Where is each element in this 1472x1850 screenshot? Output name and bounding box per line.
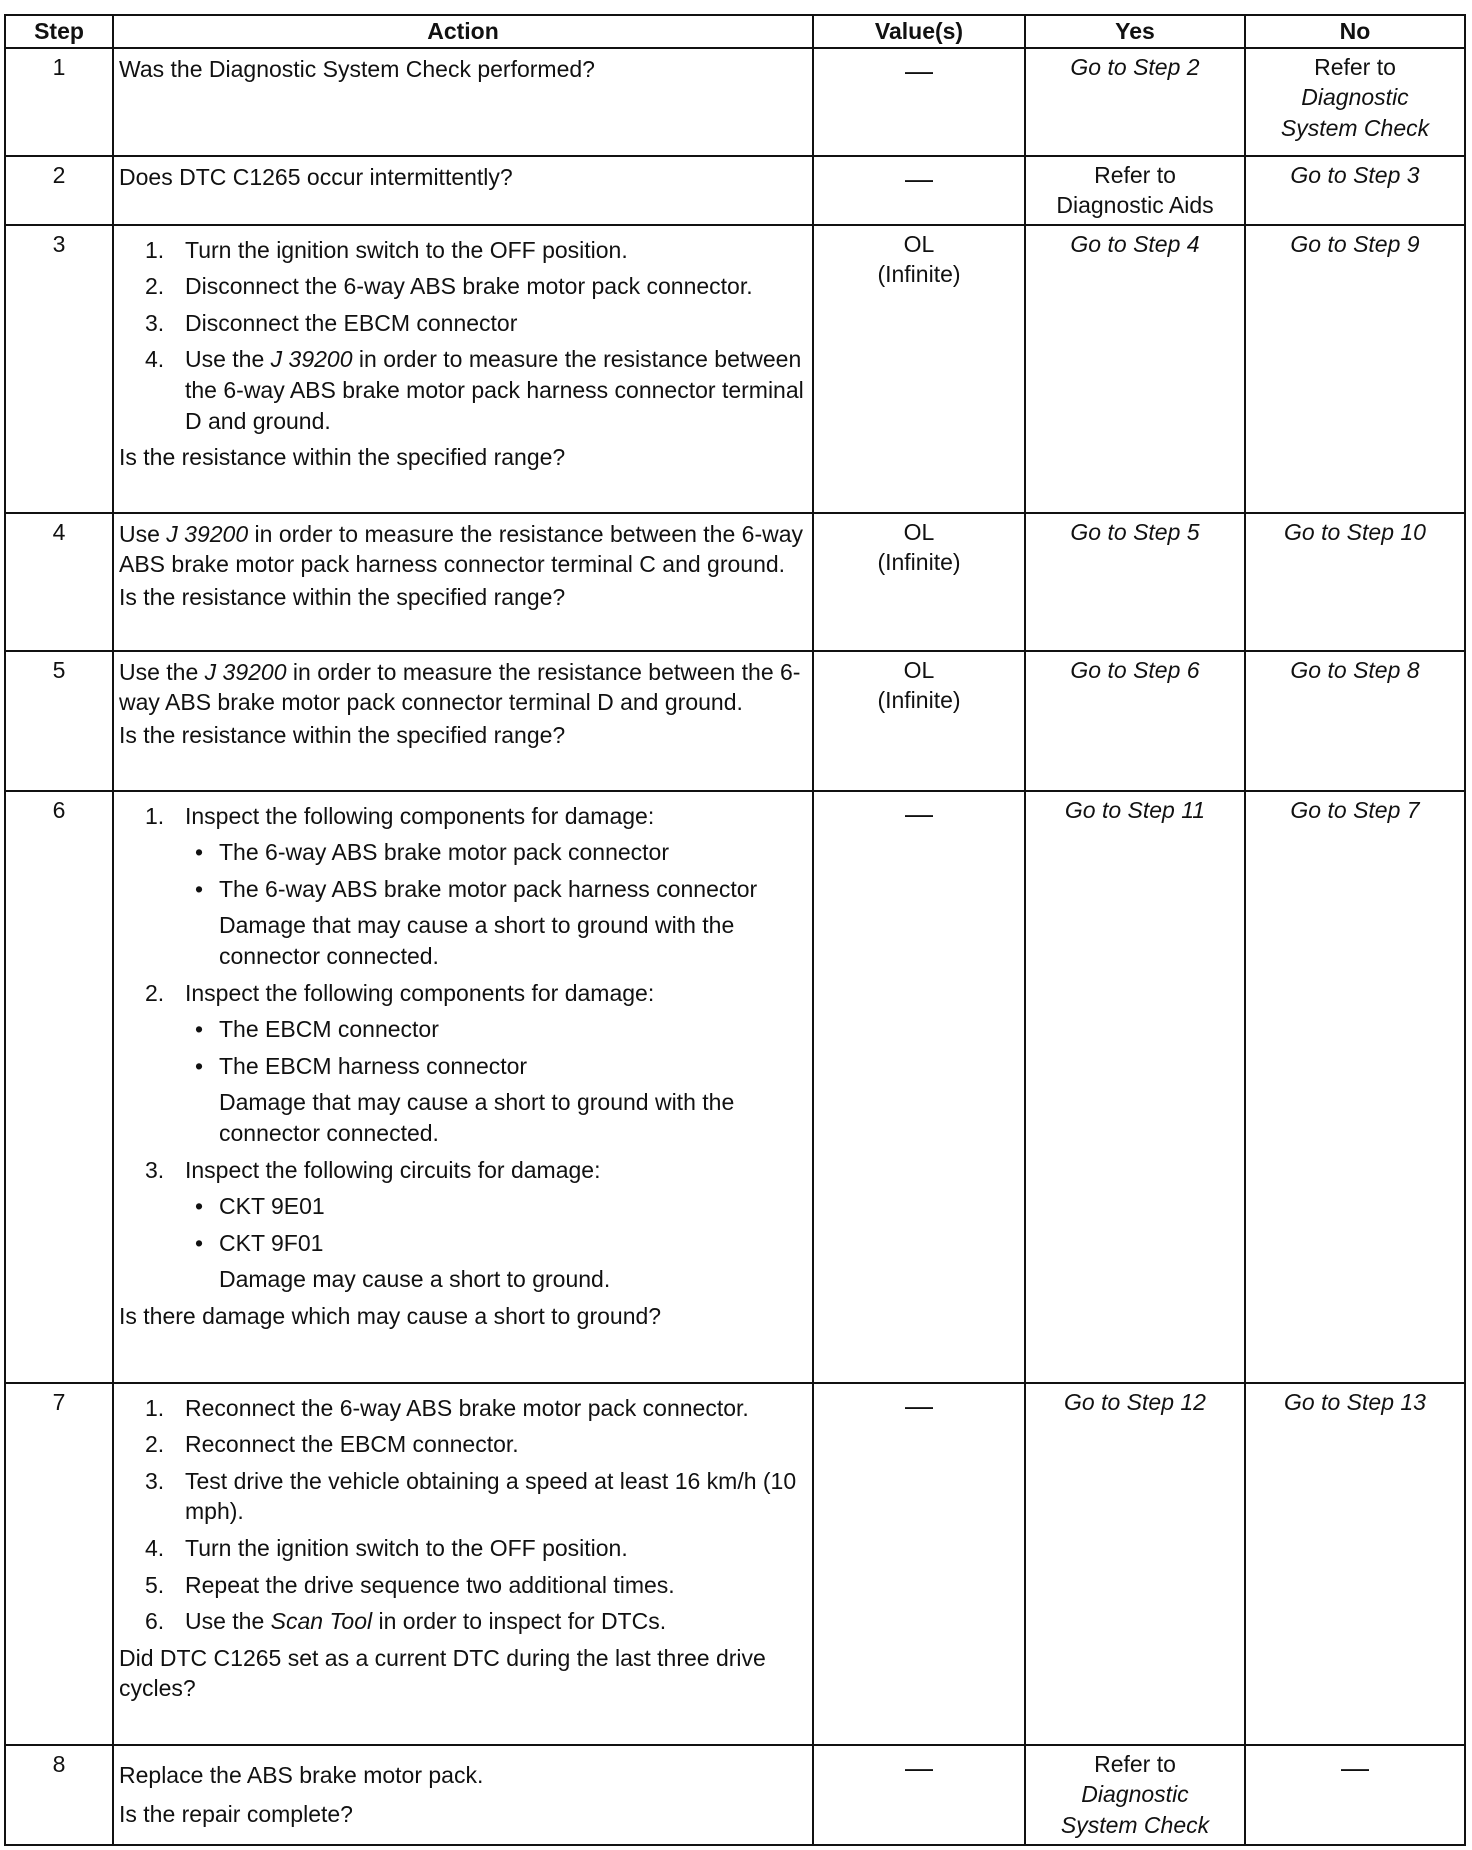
action-cell <box>113 1745 813 1845</box>
bullet-item: • The EBCM harness connector <box>185 1051 807 1082</box>
damage-note: Damage that may cause a short to ground with the connector connected. <box>219 1089 735 1146</box>
step-question: Is the resistance within the specified range? <box>119 721 566 748</box>
value-cell <box>813 156 1025 225</box>
value-dash: — <box>905 1751 933 1783</box>
instruction-item: 1. Reconnect the 6-way ABS brake motor pack connector. <box>145 1394 749 1421</box>
value-cell <box>813 791 1025 1383</box>
value-cell <box>813 48 1025 156</box>
no-link[interactable]: Go to Step 7 <box>1290 796 1420 823</box>
instruction-list <box>119 801 807 1295</box>
diagnostic-table <box>4 14 1466 1846</box>
header-row <box>5 15 1465 48</box>
value-dash: — <box>905 54 933 86</box>
step-number: 7 <box>5 1383 113 1745</box>
action-cell <box>113 225 813 513</box>
instruction-list <box>119 235 807 436</box>
no-cell <box>1245 1745 1465 1845</box>
bullet-list <box>185 1014 807 1081</box>
step-number: 4 <box>5 513 113 651</box>
bullet-item: • The 6-way ABS brake motor pack connector <box>185 837 807 868</box>
table-row <box>5 513 1465 651</box>
action-cell <box>113 1383 813 1745</box>
action-cell <box>113 156 813 225</box>
step-number: 6 <box>5 791 113 1383</box>
no-cell <box>1245 156 1465 225</box>
header-values: Value(s) <box>813 15 1025 48</box>
yes-cell <box>1025 225 1245 513</box>
tool-name: J 39200 <box>166 520 249 547</box>
instruction-item: 3. Disconnect the EBCM connector <box>145 309 518 336</box>
no-link[interactable]: Go to Step 10 <box>1284 518 1426 545</box>
damage-note: Damage that may cause a short to ground with the connector connected. <box>219 912 735 970</box>
table-row <box>5 791 1465 1383</box>
bullet-item: • The 6-way ABS brake motor pack harness connector <box>185 874 807 905</box>
bullet-item: • CKT 9F01 <box>185 1228 807 1259</box>
bullet-list <box>185 1191 807 1258</box>
yes-link[interactable]: Go to Step 5 <box>1070 518 1200 545</box>
yes-cell <box>1025 1745 1245 1845</box>
no-dash: — <box>1341 1751 1369 1783</box>
value-cell: OL (Infinite) <box>813 513 1025 651</box>
no-link[interactable]: Go to Step 8 <box>1290 656 1420 683</box>
no-cell <box>1245 48 1465 156</box>
instruction-item: 5. Repeat the drive sequence two additional times. <box>145 1571 675 1598</box>
bullet-list <box>185 837 807 904</box>
yes-cell <box>1025 1383 1245 1745</box>
step-number: 1 <box>5 48 113 156</box>
table-row <box>5 1745 1465 1845</box>
header-step: Step <box>5 15 113 48</box>
table-row <box>5 48 1465 156</box>
instruction-item: 2. Disconnect the 6-way ABS brake motor pack connector. <box>145 273 753 300</box>
step-instruction: Replace the ABS brake motor pack. <box>119 1762 484 1789</box>
tool-name: J 39200 <box>270 346 353 373</box>
yes-link[interactable]: Diagnostic Aids <box>1056 192 1214 219</box>
yes-cell <box>1025 48 1245 156</box>
step-number: 8 <box>5 1745 113 1845</box>
value-cell: OL (Infinite) <box>813 225 1025 513</box>
no-cell <box>1245 225 1465 513</box>
value-cell: OL (Infinite) <box>813 651 1025 791</box>
value-cell <box>813 1745 1025 1845</box>
step-instruction: Use J 39200 in order to measure the resistance between the 6-way ABS brake motor pack harness connector terminal C and ground. <box>119 520 804 578</box>
step-question: Is the repair complete? <box>119 1800 353 1827</box>
action-cell <box>113 48 813 156</box>
no-cell <box>1245 791 1465 1383</box>
action-cell <box>113 651 813 791</box>
step-question: Is the resistance within the specified range? <box>119 583 566 610</box>
instruction-item: 6. Use the Scan Tool in order to inspect for DTCs. <box>145 1608 667 1635</box>
header-no: No <box>1245 15 1465 48</box>
yes-cell <box>1025 513 1245 651</box>
step-question: Does DTC C1265 occur intermittently? <box>119 163 513 190</box>
yes-refer: Refer to <box>1094 161 1176 188</box>
table-row <box>5 156 1465 225</box>
instruction-item: 2. Reconnect the EBCM connector. <box>145 1431 519 1458</box>
yes-link[interactable]: Go to Step 4 <box>1070 230 1200 257</box>
step-question: Is there damage which may cause a short to ground? <box>119 1302 662 1329</box>
yes-link-line2[interactable]: System Check <box>1060 1811 1210 1838</box>
table-row <box>5 651 1465 791</box>
step-number: 5 <box>5 651 113 791</box>
no-link-line2[interactable]: System Check <box>1280 114 1430 141</box>
yes-refer: Refer to <box>1094 1750 1176 1777</box>
yes-link[interactable]: Go to Step 12 <box>1064 1388 1206 1415</box>
no-link-line1[interactable]: Diagnostic <box>1301 84 1409 111</box>
yes-link[interactable]: Go to Step 6 <box>1070 656 1200 683</box>
step-question: Is the resistance within the specified range? <box>119 444 566 471</box>
action-cell <box>113 513 813 651</box>
table-row <box>5 225 1465 513</box>
tool-name: Scan Tool <box>270 1608 373 1635</box>
value-dash: — <box>905 797 933 829</box>
step-number: 2 <box>5 156 113 225</box>
table-row <box>5 1383 1465 1745</box>
instruction-item: 4. Turn the ignition switch to the OFF position. <box>145 1535 628 1562</box>
step-question: Was the Diagnostic System Check performed? <box>119 55 595 82</box>
yes-link[interactable]: Go to Step 11 <box>1064 796 1206 823</box>
instruction-item: 1. Inspect the following components for damage: • The 6-way ABS brake motor pack connector • The 6-way ABS brake motor pack harness connector Damage that may cause a short to ground with the connector connected. <box>119 801 807 972</box>
value-dash: — <box>905 162 933 194</box>
header-action: Action <box>113 15 813 48</box>
no-cell <box>1245 651 1465 791</box>
yes-link[interactable]: Go to Step 2 <box>1070 53 1200 80</box>
yes-cell <box>1025 791 1245 1383</box>
instruction-item: 4. Use the J 39200 in order to measure the resistance between the 6-way ABS brake motor pack harness connector terminal D and ground. <box>145 346 804 434</box>
instruction-item: 3. Inspect the following circuits for damage: • CKT 9E01 • CKT 9F01 Damage may cause a short to ground. <box>119 1155 807 1295</box>
no-refer: Refer to <box>1314 53 1396 80</box>
no-cell <box>1245 1383 1465 1745</box>
instruction-list <box>119 1393 807 1637</box>
value-cell <box>813 1383 1025 1745</box>
tool-name: J 39200 <box>204 658 287 685</box>
value-dash: — <box>905 1389 933 1421</box>
yes-cell <box>1025 156 1245 225</box>
yes-link-line1[interactable]: Diagnostic <box>1081 1781 1189 1808</box>
damage-note: Damage may cause a short to ground. <box>219 1266 611 1293</box>
yes-cell <box>1025 651 1245 791</box>
instruction-item: 3. Test drive the vehicle obtaining a speed at least 16 km/h (10 mph). <box>145 1467 797 1525</box>
no-link[interactable]: Go to Step 9 <box>1290 230 1420 257</box>
no-cell <box>1245 513 1465 651</box>
no-link[interactable]: Go to Step 3 <box>1290 161 1420 188</box>
instruction-item: 2. Inspect the following components for damage: • The EBCM connector • The EBCM harness connector Damage that may cause a short to ground with the connector connected. <box>119 978 807 1149</box>
action-cell <box>113 791 813 1383</box>
bullet-item: • The EBCM connector <box>185 1014 807 1045</box>
header-yes: Yes <box>1025 15 1245 48</box>
bullet-item: • CKT 9E01 <box>185 1191 807 1222</box>
step-question: Did DTC C1265 set as a current DTC during the last three drive cycles? <box>119 1644 766 1702</box>
no-link[interactable]: Go to Step 13 <box>1284 1388 1426 1415</box>
step-number: 3 <box>5 225 113 513</box>
instruction-item: 1. Turn the ignition switch to the OFF position. <box>145 236 628 263</box>
step-instruction: Use the J 39200 in order to measure the resistance between the 6-way ABS brake motor pack connector terminal D and ground. <box>119 658 801 716</box>
